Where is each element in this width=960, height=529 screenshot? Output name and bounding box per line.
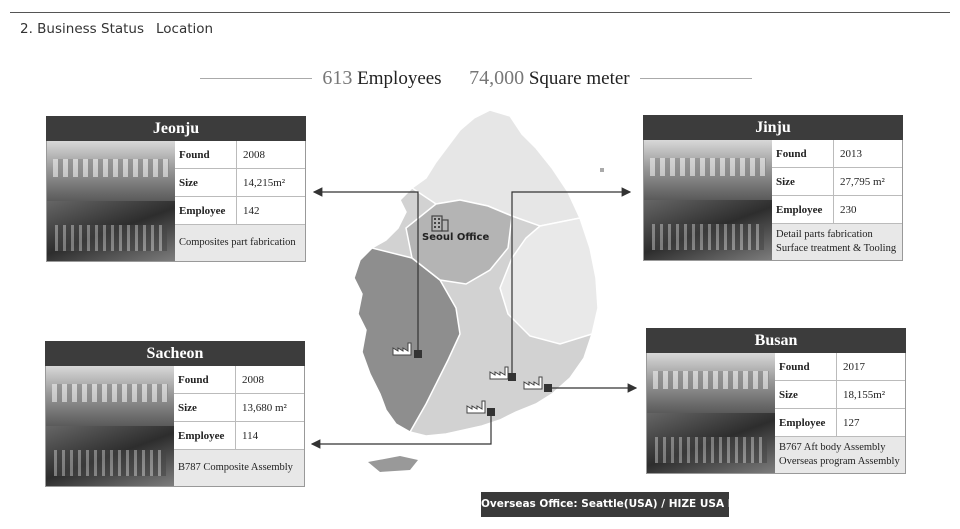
overseas-office-banner: Overseas Office: Seattle(USA) / HIZE USA Inc. — [481, 492, 729, 517]
site-title: Sacheon — [45, 341, 305, 366]
employee-value: 127 — [843, 416, 860, 429]
employees-count: 613 — [322, 66, 353, 89]
factory-icon-jeonju — [392, 342, 412, 356]
site-card-sacheon — [45, 341, 305, 487]
found-label: Found — [174, 366, 236, 393]
found-value: 2013 — [840, 147, 862, 160]
island-dot — [600, 168, 604, 172]
factory-icon-sacheon — [466, 400, 486, 414]
site-title: Jinju — [643, 115, 903, 140]
found-label: Found — [775, 353, 837, 380]
size-label: Size — [775, 381, 837, 408]
found-label: Found — [772, 140, 834, 167]
size-value: 27,795 m² — [840, 175, 885, 188]
size-label: Size — [772, 168, 834, 195]
found-value: 2008 — [242, 373, 264, 386]
korea-map — [340, 108, 620, 478]
site-title: Busan — [646, 328, 906, 353]
description-line: Overseas program Assembly — [779, 456, 900, 467]
size-value: 18,155m² — [843, 388, 886, 401]
employees-label: Employees — [357, 67, 442, 89]
employee-label: Employee — [772, 196, 834, 223]
site-title: Jeonju — [46, 116, 306, 141]
summary-headline — [200, 64, 752, 92]
description-line: Composites part fabrication — [179, 237, 296, 248]
employee-value: 142 — [243, 204, 260, 217]
description-line: Detail parts fabrication — [776, 229, 873, 240]
site-description — [174, 450, 304, 486]
site-card-busan — [646, 328, 906, 474]
headline-rule-left — [200, 78, 312, 79]
found-value: 2017 — [843, 360, 865, 373]
breadcrumb — [20, 21, 213, 37]
office-building-icon — [430, 214, 450, 232]
site-description — [175, 225, 305, 261]
employee-label: Employee — [175, 197, 237, 224]
description-line: Surface treatment & Tooling — [776, 243, 897, 254]
seoul-office-label: Seoul Office — [422, 232, 490, 243]
size-value: 13,680 m² — [242, 401, 287, 414]
area-label: Square meter — [528, 67, 630, 89]
factory-icon-busan — [523, 376, 543, 390]
site-description — [772, 224, 902, 260]
headline-rule-right — [640, 78, 752, 79]
size-label: Size — [174, 394, 236, 421]
section-title: 2. Business Status — [20, 21, 145, 37]
area-count: 74,000 — [469, 66, 525, 89]
site-photo-jinju — [644, 140, 772, 260]
site-card-jeonju — [46, 116, 306, 262]
employee-label: Employee — [174, 422, 236, 449]
size-value: 14,215m² — [243, 176, 286, 189]
map-region-jeju — [368, 456, 418, 472]
site-card-jinju — [643, 115, 903, 261]
top-divider — [10, 12, 950, 13]
subsection-title: Location — [156, 21, 214, 37]
site-description — [775, 437, 905, 473]
found-value: 2008 — [243, 148, 265, 161]
found-label: Found — [175, 141, 237, 168]
site-photo-busan — [647, 353, 775, 473]
employee-value: 230 — [840, 203, 857, 216]
description-line: B767 Aft body Assembly — [779, 442, 886, 453]
site-photo-sacheon — [46, 366, 174, 486]
size-label: Size — [175, 169, 237, 196]
employee-value: 114 — [242, 429, 259, 442]
summary-text — [312, 67, 639, 90]
description-line: B787 Composite Assembly — [178, 462, 293, 473]
employee-label: Employee — [775, 409, 837, 436]
factory-icon-jinju — [489, 366, 509, 380]
site-photo-jeonju — [47, 141, 175, 261]
